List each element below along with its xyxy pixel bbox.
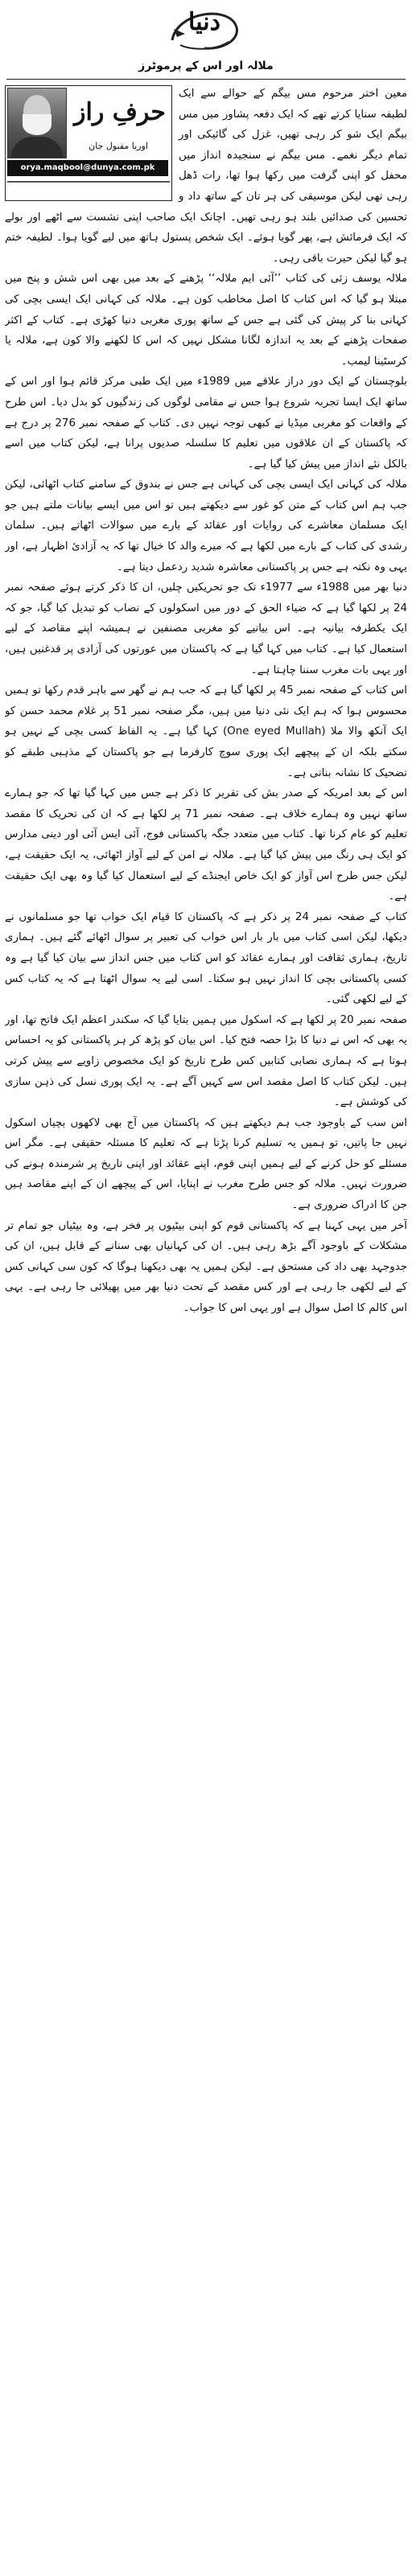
article-body: [5, 84, 407, 2570]
masthead: [0, 0, 412, 60]
paragraph: اس سب کے باوجود جب ہم دیکھتے ہیں کہ پاکستان میں آج بھی لاکھوں بچیاں اسکول نہیں جا پاتیں، تو ہمیں یہ تسلیم کرنا پڑتا ہے کہ تعلیم کا مسئلہ حقیقی ہے۔ مگر اس مسئلے کو حل کرنے کے لیے ہمیں اپنی قوم، اپنے عقائد اور اپنی تاریخ پر شرمندہ ہونے کی ضرورت نہیں۔ ملالہ کو جس طرح مغرب نے اپنایا، اس کے پیچھے ان کے اپنے مقاصد ہیں جن کا ادراک ضروری ہے۔: [5, 1116, 407, 1212]
author-portrait-icon: [7, 88, 67, 158]
author-email-link[interactable]: orya.maqbool@dunya.com.pk: [7, 160, 168, 176]
divider: [6, 79, 406, 80]
paragraph: آخر میں یہی کہنا ہے کہ پاکستانی قوم کو اپنی بیٹیوں پر فخر ہے، وہ بیٹیاں جو تمام تر مشکلات کے باوجود آگے بڑھ رہی ہیں۔ ان کی کہانیاں بھی سنانے کے قابل ہیں، ان کی جدوجہد بھی داد کی مستحق ہے۔ لیکن ہمیں یہ بھی دیکھنا ہوگا کہ کون سی کہانی کس کے لیے لکھی جا رہی ہے اور کس مقصد کے تحت دنیا بھر میں پھیلائی جا رہی ہے۔ یہی اس کالم کا اصل سوال ہے اور یہی اس کا جواب۔: [5, 1219, 407, 1315]
column-logo: حرفِ راز: [74, 98, 166, 126]
paragraph: ملالہ یوسف زئی کی کتاب ’’آئی ایم ملالہ‘‘ پڑھنے کے بعد میں بھی اس شش و پنج میں مبتلا ہو گیا کہ اس کتاب کا اصل مخاطب کون ہے۔ ملالہ کی کہانی ایک ایسی بچی کی کہانی بنا کر پیش کی گئی ہے جس کے ساتھ پوری مغربی دنیا کھڑی ہے۔ کتاب کے اکثر صفحات پڑھنے کے بعد یہ اندازہ لگانا مشکل نہیں کہ اس کا لکھنے والا کون ہے، ملالہ یا کرسٹینا لیمب۔: [5, 273, 407, 368]
article-headline: ملالہ اور اس کے پرموٹرز: [138, 60, 274, 72]
logo-text: دنیا: [188, 8, 220, 36]
paragraph: اس کے بعد امریکہ کے صدر بش کی تقریر کا ذکر ہے جس میں کہا گیا تھا کہ جو ہمارے ساتھ نہیں وہ ہمارے خلاف ہے۔ صفحہ نمبر 71 پر لکھا ہے کہ ان کی تحریک کا مقصد تعلیم کو عام کرنا تھا۔ کتاب میں متعدد جگہ پاکستانی فوج، آئی ایس آئی اور دینی مدارس کو ایک ہی رنگ میں پیش کیا گیا ہے۔ ملالہ نے امن کے لیے آواز اٹھائی، یہ ایک حقیقت ہے، لیکن جس طرح اس آواز کو ایک خاص ایجنڈے کے لیے استعمال کیا گیا وہ بھی ایک حقیقت ہے۔: [5, 787, 407, 903]
paragraph: ملالہ کی کہانی ایک ایسی بچی کی کہانی ہے جس نے بندوق کے سامنے کتاب اٹھائی، لیکن جب ہم اس کتاب کے متن کو غور سے دیکھتے ہیں تو اس میں ایسے بیانات ملتے ہیں جو ایک مسلمان معاشرے کی روایات اور عقائد کے بارے میں سوالات اٹھاتے ہیں۔ سلمان رشدی کی کتاب کے بارے میں لکھا ہے کہ میرے والد کا خیال تھا کہ یہ آزادیٔ اظہار ہے، اور یہی وہ نکتہ ہے جس پر پاکستانی معاشرہ شدید ردعمل دیتا ہے۔: [5, 479, 407, 573]
columnist-box: [5, 85, 172, 201]
dunya-logo[interactable]: [166, 3, 243, 51]
paragraph: کتاب کے صفحہ نمبر 24 پر ذکر ہے کہ پاکستان کا قیام ایک خواب تھا جو مسلمانوں نے دیکھا، لیکن اسی کتاب میں بار بار اس خواب کی تعبیر پر سوال اٹھائے گئے ہیں۔ ہماری تاریخ، ہماری ثقافت اور ہمارے عقائد کو اس کتاب میں جس انداز سے بیان کیا گیا ہے وہ کسی پاکستانی بچی کا انداز نہیں ہو سکتا۔ اسی لیے یہ سوال اٹھتا ہے کہ یہ کتاب کس کے لیے لکھی گئی۔: [5, 910, 407, 1006]
paragraph: صفحہ نمبر 20 پر لکھا ہے کہ اسکول میں ہمیں بتایا گیا کہ سکندر اعظم ایک فاتح تھا، اور یہ بھی کہ اس نے دنیا کا بڑا حصہ فتح کیا۔ اس بیان کو پڑھ کر ہر پاکستانی کو یہ احساس ہوتا ہے کہ ہماری نصابی کتابیں کس طرح تاریخ کو ایک مخصوص زاویے سے پیش کرتی ہیں۔ لیکن کتاب کا اصل مقصد اس سے کہیں آگے ہے۔ یہ ایک پوری نسل کی ذہن سازی کی کوشش ہے۔: [5, 1013, 407, 1109]
divider: [7, 181, 170, 183]
paragraph: اس کتاب کے صفحہ نمبر 45 پر لکھا گیا ہے کہ جب ہم نے گھر سے باہر قدم رکھا تو ہمیں محسوس ہوا کہ ہم ایک نئی دنیا میں ہیں، مگر صفحہ نمبر 51 پر غلام محمد حسن کو ایک آنکھ والا ملا (One eyed Mullah) کہا گیا ہے۔ یہ الفاظ کسی بچی کے نہیں ہو سکتے بلکہ ان کے پیچھے ایک پوری سوچ کارفرما ہے جو پاکستان کے مذہبی طبقے کو تضحیک کا نشانہ بناتی ہے۔: [5, 684, 407, 779]
author-name: اوریا مقبول جان: [89, 141, 148, 151]
paragraph: بلوچستان کے ایک دور دراز علاقے میں 1989ء میں ایک طبی مرکز قائم ہوا اور اس کے ساتھ ایک ایسا تجربہ شروع ہوا جس نے مقامی لوگوں کی زندگیوں کو بدل دیا۔ اس طرح کے واقعات کو مغربی میڈیا نے کبھی توجہ نہیں دی۔ کتاب کے صفحہ نمبر 276 پر درج ہے کہ پاکستان کے ان علاقوں میں تعلیم کا سلسلہ صدیوں پرانا ہے، لیکن کتاب میں اسے بالکل نئے انداز میں پیش کیا گیا ہے۔: [5, 376, 407, 470]
paragraph: دنیا بھر میں 1988ء سے 1977ء تک جو تحریکیں چلیں، ان کا ذکر کرتے ہوئے صفحہ نمبر 24 پر لکھا گیا ہے کہ ضیاء الحق کے دور میں اسکولوں کے نصاب کو تبدیل کیا گیا، جو کہ ایک یکطرفہ بیانیہ ہے۔ اس بیانیے کو مغربی مصنفین نے ہمیشہ اپنے مقاصد کے لیے استعمال کیا ہے۔ کتاب میں کہا گیا ہے کہ پاکستان میں عورتوں کی آزادی پر قدغنیں ہیں، اور یہی بات مغرب سننا چاہتا ہے۔: [5, 581, 407, 676]
paragraph: معین اختر مرحوم مس بیگم کے حوالے سے ایک لطیفہ سنایا کرتے تھے کہ ایک دفعہ پشاور میں مس بیگم ایک شو کر رہی تھیں، غزل کی گائیکی اور تمام دیگر نغمے۔ مس بیگم نے سنجیدہ انداز میں محفل کو اپنی گرفت میں رکھا ہوا تھا، رات ڈھل رہی تھی لیکن موسیقی کی ہر تان کے ساتھ داد و تحسین کی صدائیں بلند ہو رہی تھیں۔ اچانک ایک صاحب اپنی نشست سے اٹھے اور بولے کہ ایک فرمائش ہے، پھر گویا ہوئے۔ ایک شخص پستول ہاتھ میں لیے گویا ہوا۔ لطیفہ ختم ہو گیا لیکن حیرت باقی رہی۔: [5, 88, 407, 265]
